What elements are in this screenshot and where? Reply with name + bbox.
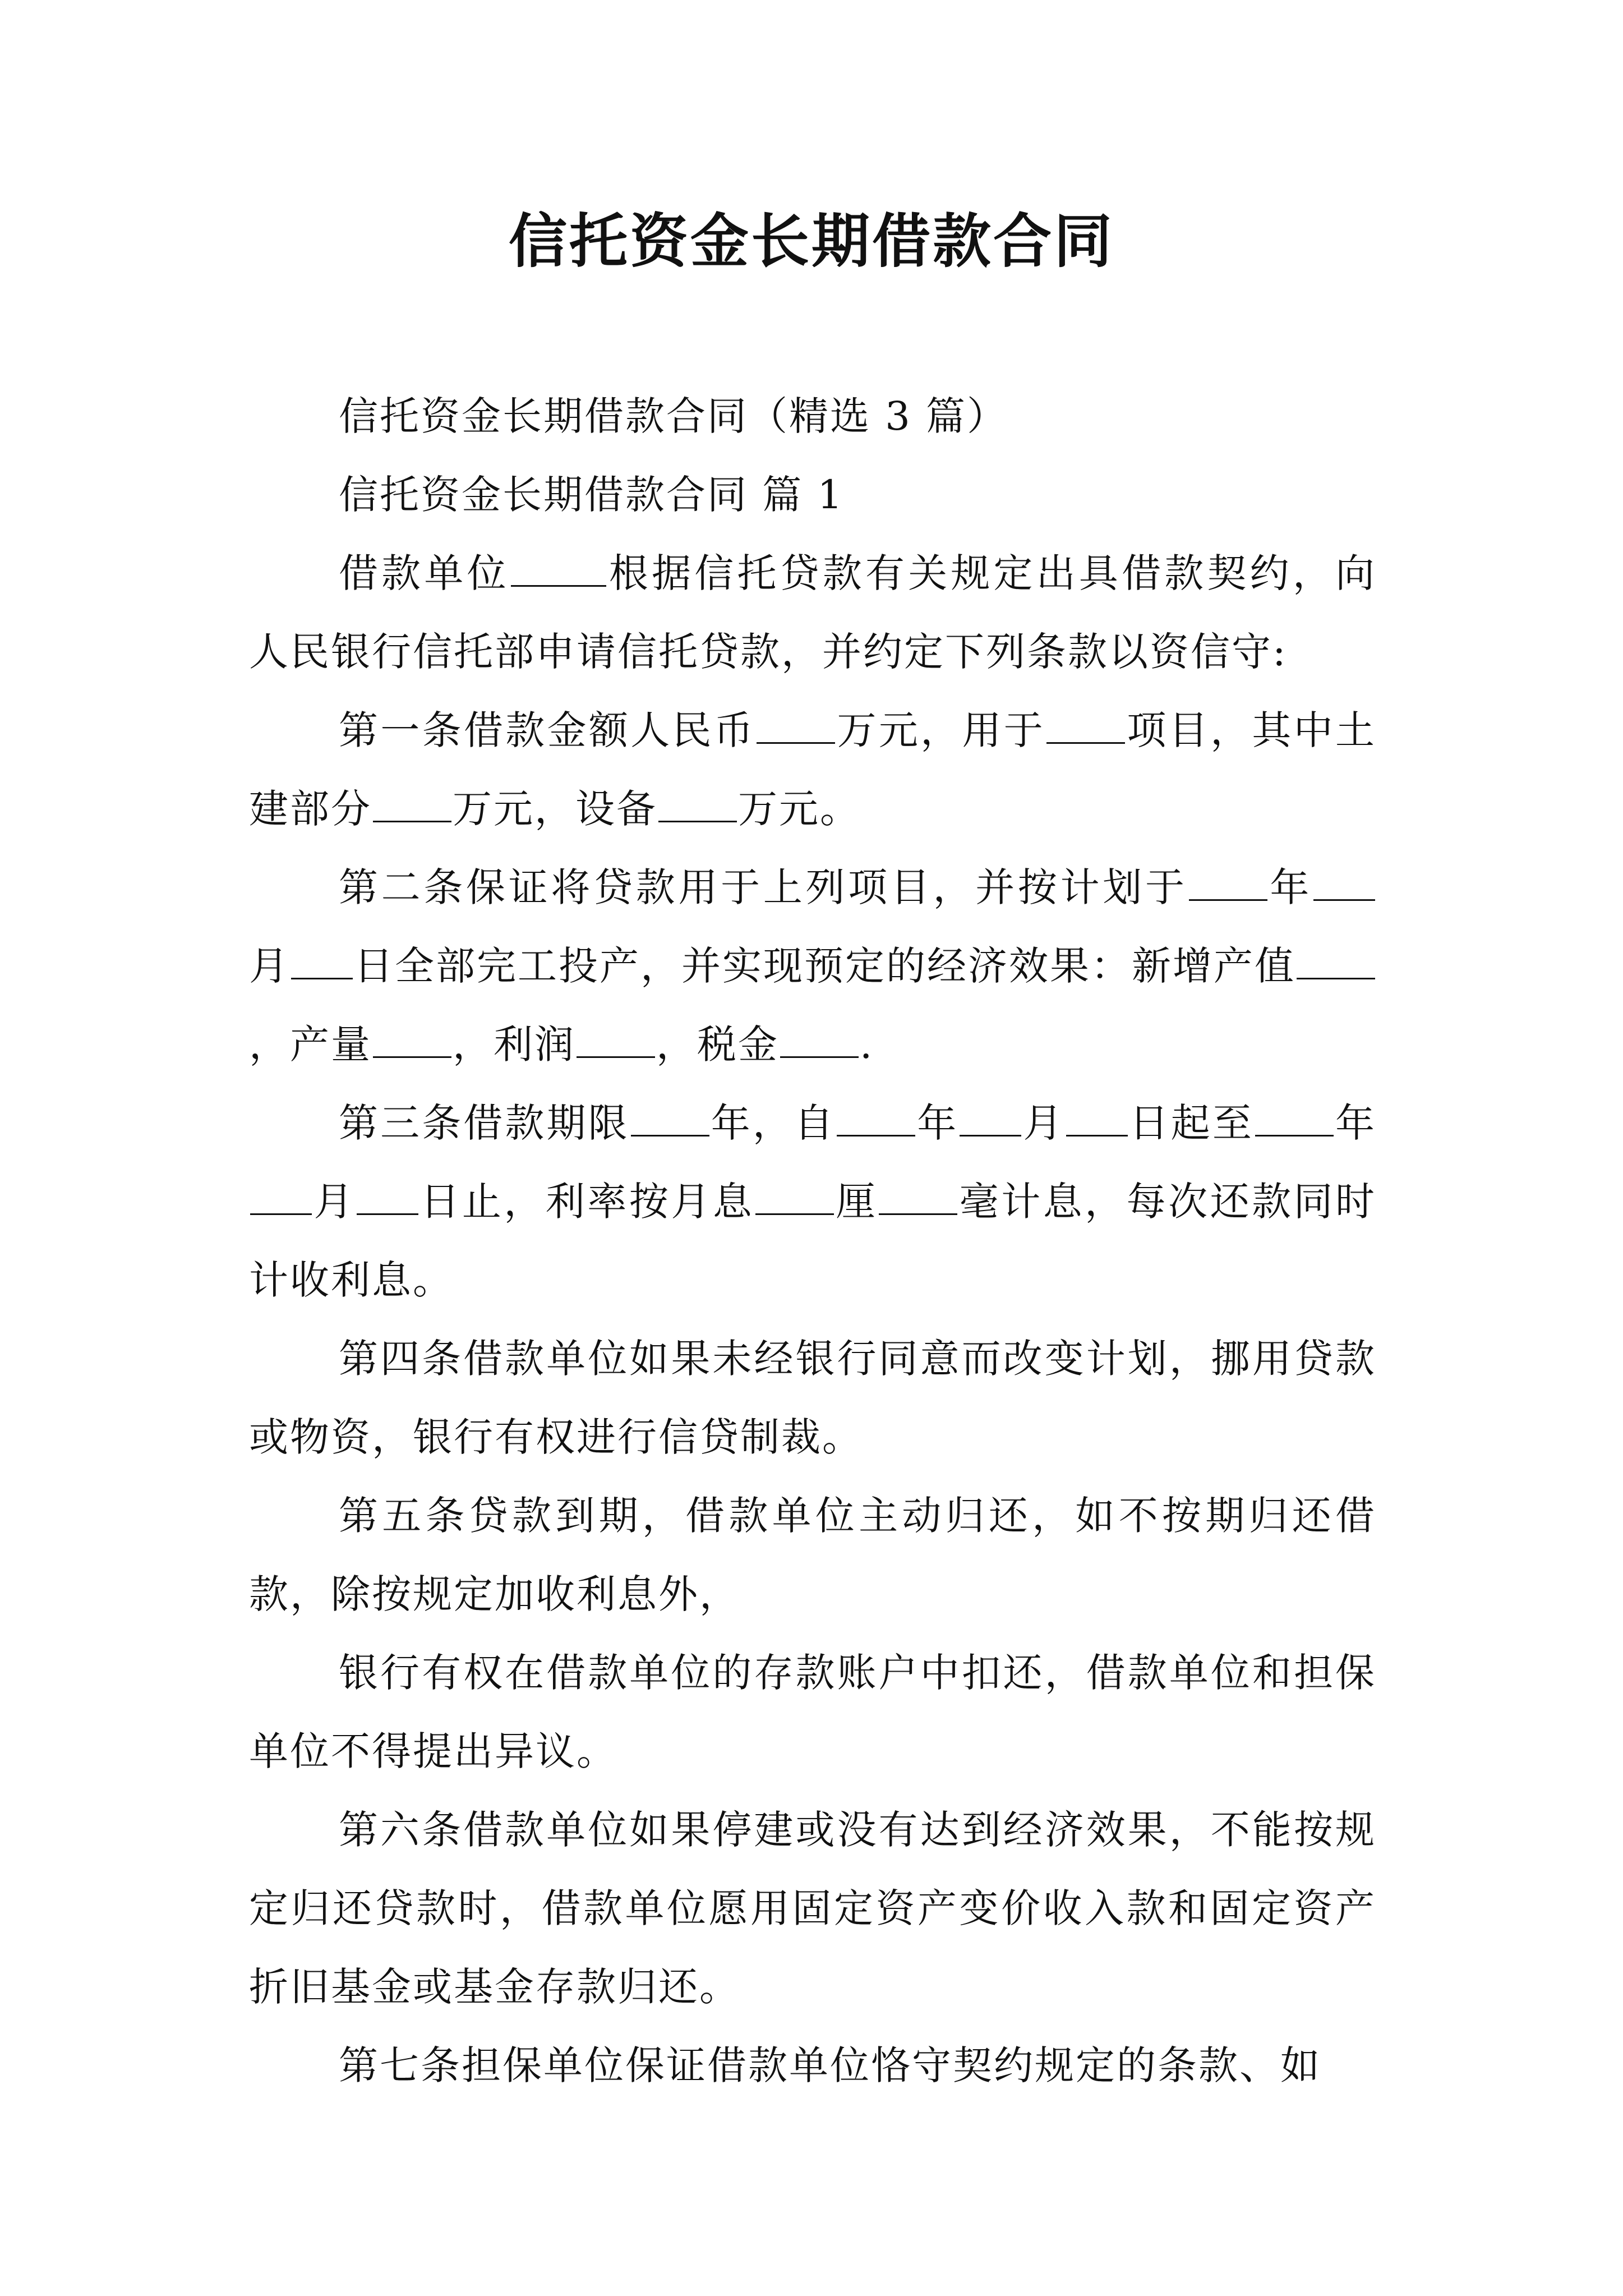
blank-line [1297, 942, 1375, 979]
text-run: 月 [313, 1179, 356, 1225]
blank-line [631, 1099, 709, 1137]
blank-line [879, 1178, 957, 1215]
blank-line [1046, 707, 1125, 744]
text-run: ，利润 [453, 1022, 575, 1068]
article-5: 第五条贷款到期，借款单位主动归还，如不按期归还借款，除按规定加收利息外， [249, 1493, 1376, 1617]
text-run: 万元，用于 [836, 707, 1046, 753]
article-7: 第七条担保单位保证借款单位恪守契约规定的条款、如 [339, 2042, 1321, 2088]
blank-line [250, 1178, 312, 1215]
article-4: 第四条借款单位如果未经银行同意而改变计划，挪用贷款或物资，银行有权进行信贷制裁。 [249, 1336, 1376, 1460]
blank-line [373, 785, 451, 822]
text-run: 月 [1022, 1100, 1065, 1146]
text-run: . [860, 1022, 874, 1068]
blank-line [357, 1178, 418, 1215]
text-run: 根据信托贷款有关规定出具借款契约，向人民银行信托部申请信托贷款，并约定下列条款以资信守: [249, 550, 1377, 675]
blank-line [960, 1099, 1021, 1137]
text-run: 借款单位 [339, 550, 510, 596]
subtitle: 信托资金长期借款合同（精选 3 篇） [339, 393, 1008, 439]
blank-line [1066, 1099, 1128, 1137]
blank-line [577, 1021, 655, 1058]
text-run: 项目，其中土建部分 [249, 707, 1377, 832]
blank-line [291, 942, 353, 979]
text-run: 年，自 [710, 1100, 836, 1146]
article-2 [249, 848, 1376, 1084]
text-run: 第三条借款期限 [339, 1100, 630, 1146]
blank-line [755, 1178, 834, 1215]
blank-line [1189, 864, 1267, 901]
article-3 [249, 1084, 1376, 1319]
text-run: 日起至 [1128, 1100, 1254, 1146]
text-run: 第一条借款金额人民币 [339, 707, 756, 753]
blank-line [658, 785, 737, 822]
blank-line [757, 707, 835, 744]
blank-line [511, 550, 606, 587]
text-run: ，产量 [249, 1022, 372, 1068]
blank-line [780, 1021, 859, 1058]
text-run: 年 [1334, 1100, 1377, 1146]
text-run: 日止，利率按月息 [419, 1179, 755, 1225]
text-run: 万元。 [738, 786, 861, 832]
text-run: 第二条保证将贷款用于上列项目，并按计划于 [339, 864, 1188, 910]
text-run: 月 [249, 943, 290, 989]
text-run: 日全部完工投产，并实现预定的经济效果：新增产值 [354, 943, 1295, 989]
document-title: 信托资金长期借款合同 [508, 206, 1114, 275]
text-run: ，税金 [656, 1022, 779, 1068]
section-heading: 信托资金长期借款合同 篇 1 [339, 472, 845, 518]
text-run: 毫计息，每次还款同时计收利息。 [249, 1179, 1377, 1303]
blank-line [1313, 864, 1375, 901]
text-run: 万元，设备 [453, 786, 657, 832]
intro-paragraph [249, 534, 1376, 691]
blank-line [373, 1021, 451, 1058]
text-run: 年 [1268, 864, 1313, 910]
article-6: 第六条借款单位如果停建或没有达到经济效果，不能按规定归还贷款时，借款单位愿用固定资产变价收入款和固定资产折旧基金或基金存款归还。 [249, 1807, 1376, 2010]
blank-line [837, 1099, 915, 1137]
text-run: 厘 [835, 1179, 878, 1225]
text-run: 年 [916, 1100, 959, 1146]
article-5-continued: 银行有权在借款单位的存款账户中扣还，借款单位和担保单位不得提出异议。 [249, 1650, 1376, 1774]
blank-line [1255, 1099, 1334, 1137]
document-body [249, 377, 1376, 2105]
article-1 [249, 691, 1376, 848]
